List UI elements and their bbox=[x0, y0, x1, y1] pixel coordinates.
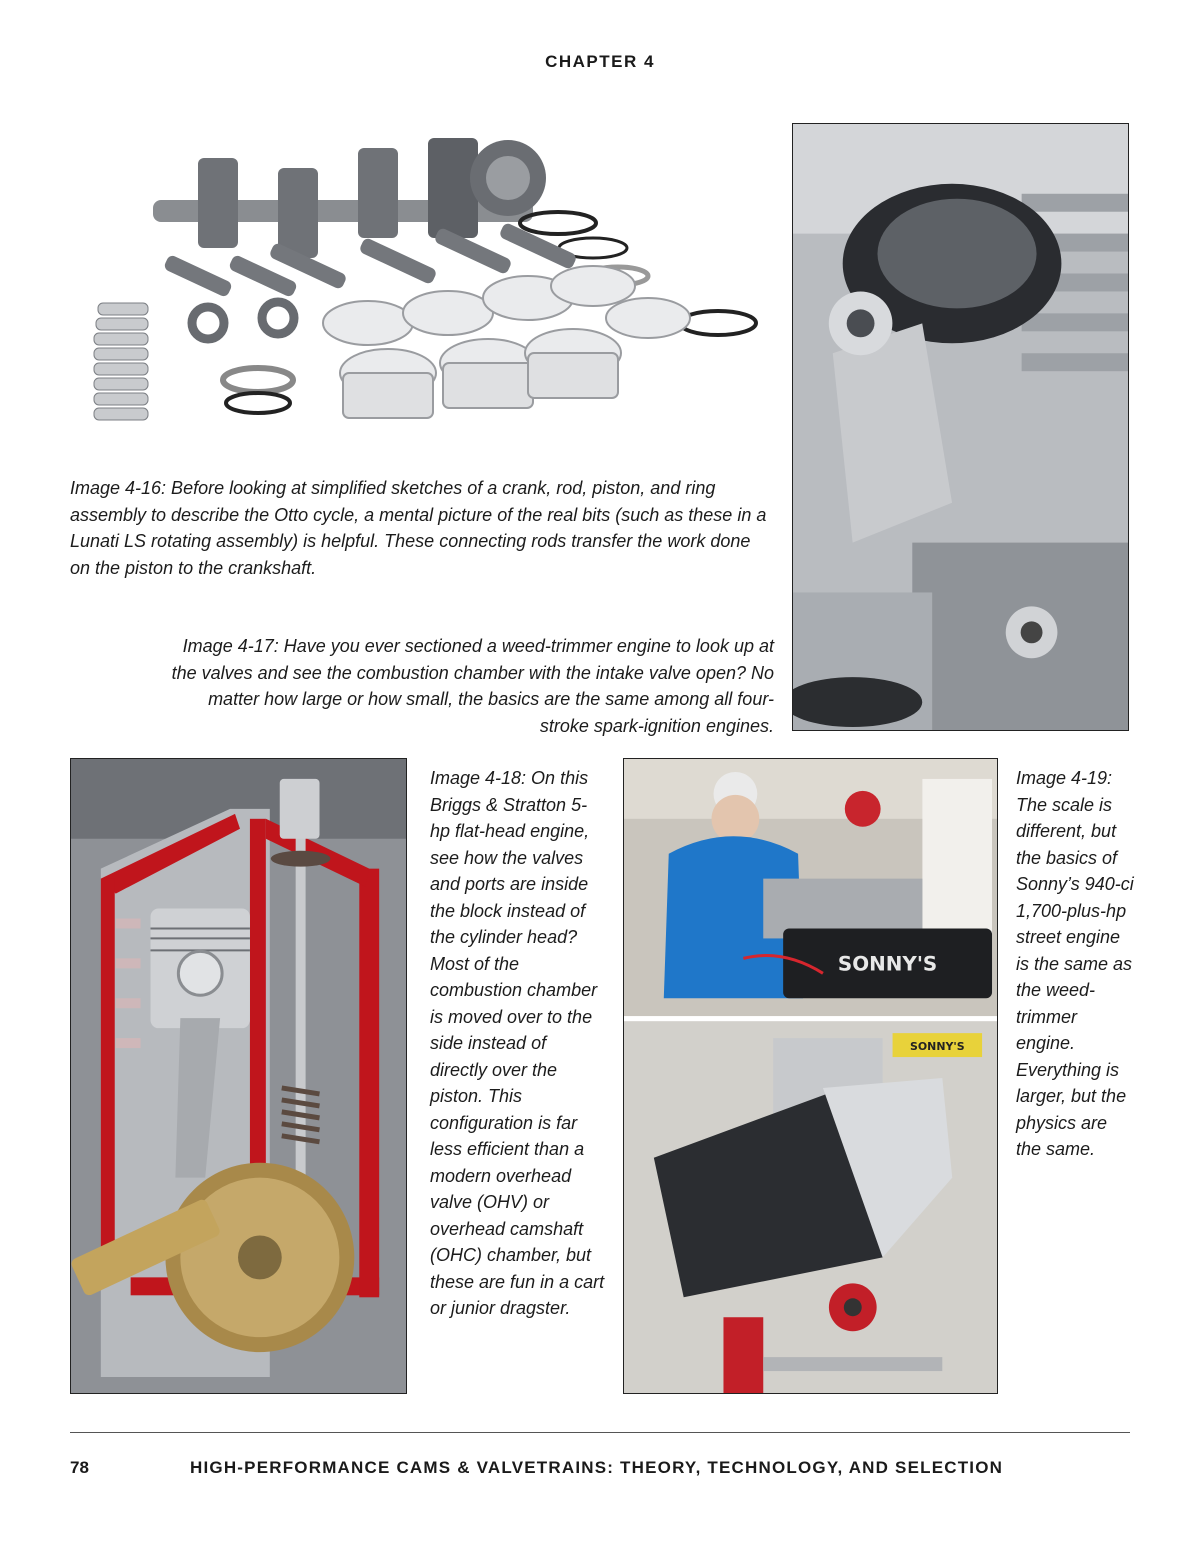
rotating-assembly-photo bbox=[88, 118, 768, 448]
caption-image-4-19: Image 4-19: The scale is different, but the basics of Sonny’s 940-ci 1,700-plus-hp street engine is the same as the weed-trimmer engine. Everything is larger, but the physics are the same. bbox=[1016, 768, 1134, 1159]
weed-trimmer-cylinder-photo bbox=[792, 123, 1129, 731]
chapter-heading: CHAPTER 4 bbox=[545, 52, 655, 71]
footer-rule bbox=[70, 1432, 1130, 1433]
running-title: HIGH-PERFORMANCE CAMS & VALVETRAINS: THEORY, TECHNOLOGY, AND SELECTION bbox=[190, 1458, 1004, 1477]
caption-image-4-17: Image 4-17: Have you ever sectioned a weed-trimmer engine to look up at the valves and see the combustion chamber with the intake valve open? No matter how large or how small, the basics are the same among all four-stroke spark-ignition engines. bbox=[171, 636, 774, 736]
caption-image-4-18: Image 4-18: On this Briggs & Stratton 5-hp flat-head engine, see how the valves and ports are inside the block instead of the cylinder head? Most of the combustion chamber is moved over to the side instead of directly over the piston. This configuration is far less efficient than a modern overhead valve (OHV) or overhead camshaft (OHC) chamber, but these are fun in a cart or junior dragster. bbox=[430, 768, 605, 1318]
sonnys-engine-photo bbox=[623, 758, 998, 1394]
caption-image-4-16: Image 4-16: Before looking at simplified sketches of a crank, rod, piston, and ring assembly to describe the Otto cycle, a mental picture of the real bits (such as these in a Lunati LS rotating assembly) is helpful. These connecting rods transfer the work done on the piston to the crankshaft. bbox=[70, 478, 767, 578]
valve-cover-text: SONNY'S bbox=[837, 952, 938, 976]
shop-sign-text: SONNY'S bbox=[910, 1040, 965, 1054]
page-number: 78 bbox=[70, 1458, 89, 1477]
flathead-cutaway-photo bbox=[70, 758, 407, 1394]
